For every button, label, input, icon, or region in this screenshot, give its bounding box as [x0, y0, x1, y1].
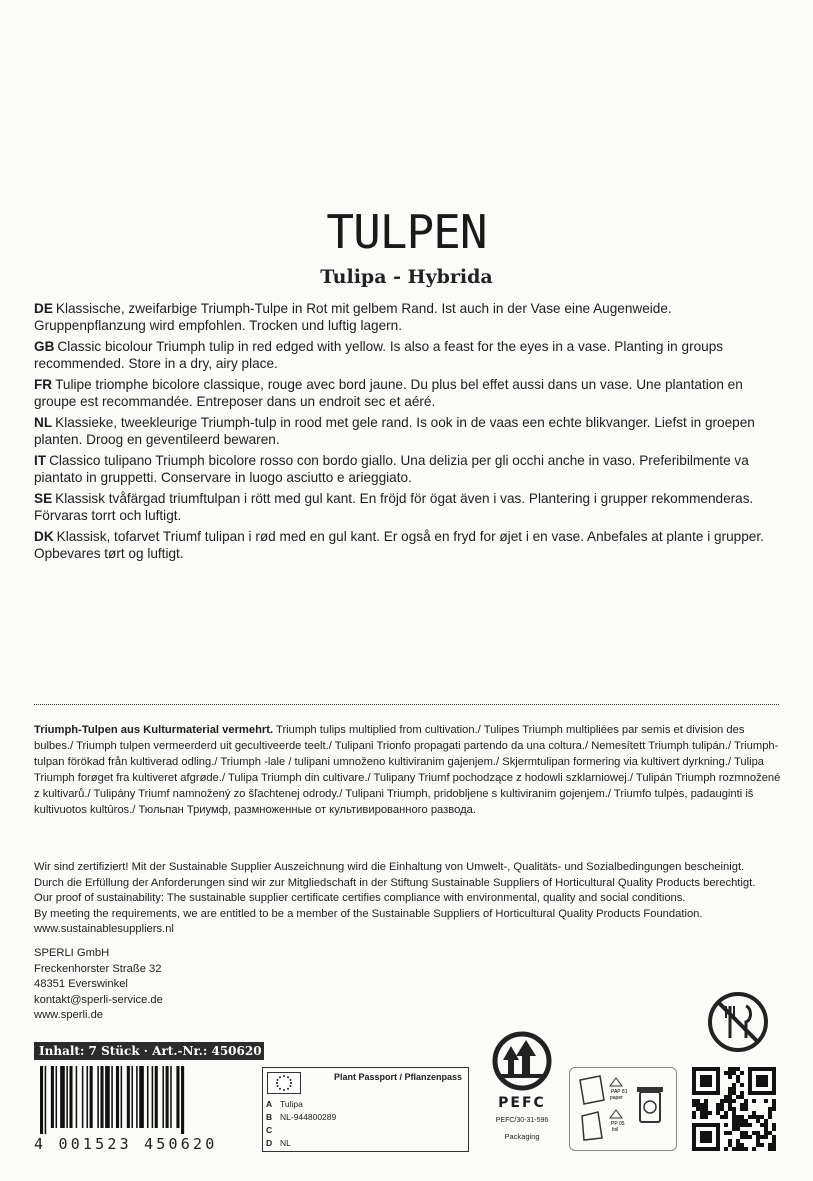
qr-module [768, 1115, 772, 1119]
qr-module [744, 1103, 748, 1107]
qr-module [768, 1111, 772, 1115]
qr-module [740, 1135, 744, 1139]
barcode-bar [170, 1066, 172, 1128]
qr-module [724, 1111, 728, 1115]
qr-module [728, 1095, 732, 1099]
qr-module [772, 1143, 776, 1147]
barcode-bar [76, 1066, 78, 1128]
company-website[interactable]: www.sperli.de [34, 1009, 104, 1021]
qr-module [756, 1139, 760, 1143]
qr-module [700, 1107, 704, 1111]
qr-module [772, 1147, 776, 1151]
qr-module [732, 1087, 736, 1091]
qr-code-icon[interactable] [692, 1067, 776, 1156]
qr-module [704, 1099, 708, 1103]
qr-module [764, 1099, 768, 1103]
qr-module [740, 1119, 744, 1123]
qr-module [728, 1103, 732, 1107]
barcode-bar [116, 1066, 119, 1128]
qr-module [700, 1111, 704, 1115]
qr-module [696, 1103, 700, 1107]
qr-module [772, 1099, 776, 1103]
qr-module [736, 1079, 740, 1083]
qr-module [732, 1071, 736, 1075]
qr-module [728, 1139, 732, 1143]
qr-module [724, 1095, 728, 1099]
barcode-bar [136, 1066, 138, 1128]
pefc-tree-icon [492, 1030, 552, 1092]
pefc-caption: Packaging [504, 1132, 540, 1141]
qr-module [692, 1115, 696, 1119]
paper-word: paper [610, 1095, 623, 1101]
qr-module [728, 1067, 732, 1071]
barcode-bar [139, 1066, 144, 1128]
qr-module [732, 1099, 736, 1103]
qr-module [752, 1099, 756, 1103]
qr-module [752, 1131, 756, 1135]
qr-module [740, 1131, 744, 1135]
barcode-bar [66, 1066, 68, 1128]
passport-row-b: B NL-944800289 [266, 1112, 337, 1122]
barcode-bar [69, 1066, 72, 1128]
pefc-label: PEFC [498, 1095, 546, 1111]
qr-module [740, 1147, 744, 1151]
barcode-bar [56, 1066, 58, 1128]
barcode-bar [97, 1066, 99, 1128]
qr-module [732, 1111, 736, 1115]
description-fr: FR Tulipe triomphe bicolore classique, rouge avec bord jaune. Du plus bel effet aussi dans un vase. Une plantation en groupe est recommandée. Entreposer dans un endroit sec et aéré. [34, 377, 743, 409]
qr-module [724, 1131, 728, 1135]
qr-module [740, 1115, 744, 1119]
descriptions [34, 300, 786, 566]
qr-module [700, 1075, 712, 1087]
barcode-number: 4 001523 450620 [34, 1135, 218, 1153]
qr-module [728, 1107, 732, 1111]
description-it: IT Classico tulipano Triumph bicolore rosso con bordo giallo. Una delizia per gli occhi anche in vaso. Preferibilmente va piantato in gruppetti. Conservare in luogo asciutto e arieggiato. [34, 453, 749, 485]
barcode-bar [82, 1066, 84, 1128]
qr-module [720, 1099, 724, 1103]
qr-module [772, 1135, 776, 1139]
qr-module [724, 1123, 728, 1127]
barcode-bar [127, 1066, 130, 1128]
eu-flag-icon [267, 1072, 301, 1094]
qr-module [772, 1139, 776, 1143]
qr-module [704, 1107, 708, 1111]
qr-module [732, 1123, 736, 1127]
qr-module [748, 1123, 752, 1127]
qr-module [740, 1123, 744, 1127]
description-dk: DK Klassisk, tofarvet Triumf tulipan i rød med en gul kant. Er også en fryd for øjet i en vase. Anbefales at plante i grupper. Opbevares tørt og luftigt. [34, 529, 764, 561]
qr-module [744, 1123, 748, 1127]
barcode-bar [87, 1066, 89, 1128]
barcode-bar [40, 1066, 43, 1134]
qr-module [756, 1131, 760, 1135]
certification-url[interactable]: www.sustainablesuppliers.nl [34, 923, 174, 935]
barcode-bar [111, 1066, 113, 1128]
qr-module [716, 1103, 720, 1107]
qr-module [736, 1095, 740, 1099]
qr-module [728, 1143, 732, 1147]
qr-module [768, 1147, 772, 1151]
qr-module [692, 1103, 696, 1107]
qr-module [724, 1115, 728, 1119]
qr-module [740, 1083, 744, 1087]
qr-module [740, 1103, 744, 1107]
botanical-name: Tulipa - Hybrida [320, 266, 493, 288]
barcode-bar [105, 1066, 110, 1128]
qr-module [752, 1115, 756, 1119]
qr-module [740, 1143, 744, 1147]
qr-module [772, 1107, 776, 1111]
qr-module [736, 1147, 740, 1151]
recycling-info [569, 1067, 677, 1151]
qr-module [772, 1103, 776, 1107]
description-se: SE Klassisk tvåfärgad triumftulpan i rött med gul kant. En fröjd för ögat även i vas. Plantering i grupper rekommenderas. Förvaras torrt och luftigt. [34, 491, 754, 523]
qr-module [764, 1123, 768, 1127]
barcode-bar [60, 1066, 65, 1128]
qr-module [696, 1099, 700, 1103]
qr-module [756, 1143, 760, 1147]
barcode-bar [152, 1066, 154, 1128]
barcode-bar [121, 1066, 123, 1128]
qr-module [760, 1135, 764, 1139]
qr-module [732, 1147, 736, 1151]
qr-module [736, 1067, 740, 1071]
barcode-bar [45, 1066, 47, 1134]
description-nl: NL Klassieke, tweekleurige Triumph-tulp in rood met gele rand. Is ook in de vaas een echte blikvanger. Liefst in groepen planten. Droog en geventileerd bewaren. [34, 415, 755, 447]
qr-module [756, 1075, 768, 1087]
qr-module [764, 1127, 768, 1131]
qr-module [732, 1107, 736, 1111]
qr-module [744, 1119, 748, 1123]
passport-row-d: D NL [266, 1138, 291, 1148]
qr-module [744, 1131, 748, 1135]
qr-module [692, 1099, 696, 1103]
plastic-code: PP 05 [611, 1121, 625, 1127]
passport-title: Plant Passport / Pflanzenpass [333, 1072, 462, 1082]
qr-module [708, 1111, 712, 1115]
not-edible-icon [706, 990, 770, 1059]
qr-module [768, 1143, 772, 1147]
qr-module [772, 1123, 776, 1127]
qr-module [724, 1147, 728, 1151]
qr-module [720, 1107, 724, 1111]
contact-email[interactable]: kontakt@sperli-service.de [34, 993, 163, 1006]
description-gb: GB Classic bicolour Triumph tulip in red edged with yellow. Is also a feast for the eyes in a vase. Planting in groups recommended. Store in a dry, airy place. [34, 339, 724, 371]
qr-module [736, 1127, 740, 1131]
qr-module [744, 1147, 748, 1151]
description-de: DE Klassische, zweifarbige Triumph-Tulpe in Rot mit gelbem Rand. Ist auch in der Vase eine Augenweide. Gruppenpflanzung wird empfohlen. Trocken und luftig lagern. [34, 301, 672, 333]
qr-module [744, 1107, 748, 1111]
qr-module [728, 1071, 732, 1075]
qr-module [736, 1115, 740, 1119]
qr-module [724, 1071, 728, 1075]
qr-module [704, 1103, 708, 1107]
qr-module [760, 1123, 764, 1127]
plant-passport [262, 1067, 469, 1152]
qr-module [736, 1119, 740, 1123]
qr-module [732, 1115, 736, 1119]
qr-module [728, 1099, 732, 1103]
qr-module [752, 1147, 756, 1151]
qr-module [748, 1115, 752, 1119]
passport-row-a: A Tulipa [266, 1099, 303, 1109]
qr-module [736, 1143, 740, 1147]
barcode-bar [51, 1066, 54, 1128]
qr-module [740, 1107, 744, 1111]
qr-module [760, 1143, 764, 1147]
qr-module [768, 1107, 772, 1111]
qr-module [752, 1111, 756, 1115]
company-address: SPERLI GmbH Freckenhorster Straße 32 48351 Everswinkel kontakt@sperli-service.de www.sperli.de [34, 946, 163, 1024]
provenance-note: Triumph-Tulpen aus Kulturmaterial vermehrt. Triumph tulips multiplied from cultivation./ Tulipes Triumph multipliées par semis et division des bulbes./ Triumph tulpen vermeerderd uit gecultiveerde teelt./ Tulipani Trionfo propagati partendo da una coltura./ Nemesített Triumph tulipán./ Triumph-tulpan förökad från kultiverad odling./ Triumph -lale / tulipani umnoženo kultiviranim gajenjem./ Skjermtulipan formering via kultivert dyrkning./ Tulipa Triumph forøget fra kultiveret afgrøde./ Tulipa Triumph din cultivare./ Tulipany Triumf pochodzące z hodowli szklarniowej./ Tulipán Triumph rozmnožené z kultivarů./ Tulipány Triumf namnožený zo šľachtenej odrody./ Tulipani Triumph, pridobljene s kultiviranim gojenjem./ Triumfo tulpės, padauginti iš kultivuotos kultūros./ Тюльпан Триумф, размноженные от культивированного развода. [34, 724, 781, 816]
qr-module [740, 1095, 744, 1099]
paper-code: PAP 81 [611, 1089, 628, 1095]
qr-module [756, 1135, 760, 1139]
qr-module [736, 1139, 740, 1143]
qr-module [728, 1091, 732, 1095]
barcode-bar [100, 1066, 103, 1128]
qr-module [756, 1119, 760, 1123]
recycle-bin-icon [637, 1087, 663, 1122]
qr-module [728, 1131, 732, 1135]
qr-module [732, 1127, 736, 1131]
qr-module [728, 1075, 732, 1079]
qr-module [736, 1075, 740, 1079]
qr-module [716, 1111, 720, 1115]
qr-module [740, 1071, 744, 1075]
qr-module [692, 1111, 696, 1115]
qr-module [704, 1115, 708, 1119]
barcode-bar [131, 1066, 133, 1128]
qr-module [736, 1123, 740, 1127]
qr-module [768, 1131, 772, 1135]
pefc-logo [486, 1030, 558, 1141]
qr-module [748, 1135, 752, 1139]
qr-module [700, 1131, 712, 1143]
barcode-bar [166, 1066, 169, 1128]
qr-module [764, 1135, 768, 1139]
article-info-bar: Inhalt: 7 Stück · Art.-Nr.: 450620 [34, 1042, 264, 1060]
qr-module [732, 1067, 736, 1071]
qr-module [720, 1115, 724, 1119]
qr-module [744, 1135, 748, 1139]
passport-row-c: C [266, 1125, 273, 1135]
dotted-divider [34, 704, 779, 705]
qr-module [704, 1111, 708, 1115]
qr-module [724, 1099, 728, 1103]
qr-module [732, 1083, 736, 1087]
qr-module [760, 1115, 764, 1119]
qr-module [740, 1091, 744, 1095]
barcode-bar [90, 1066, 93, 1128]
qr-module [700, 1115, 704, 1119]
qr-module [696, 1107, 700, 1111]
qr-module [764, 1119, 768, 1123]
barcode-bar [155, 1066, 158, 1128]
certification-text: Wir sind zertifiziert! Mit der Sustainable Supplier Auszeichnung wird die Einhaltung von Umwelt-, Qualitäts- und Sozialbedingungen bescheinigt. Durch die Erfüllung der Anforderungen sind wir zur Mitgliedschaft in der Stiftung Sustainable Suppliers of Horticultural Quality Products berechtigt. Our proof of sustainability: The sustainable supplier certificate certifies compliance with environmental, quality and social conditions. By meeting the requirements, we are entitled to be a member of the Sustainable Suppliers of Horticultural Quality Products Foundation. www.sustainablesuppliers.nl [34, 860, 794, 938]
barcode-bar [147, 1066, 149, 1128]
barcode-bar [162, 1066, 164, 1128]
qr-module [756, 1115, 760, 1119]
barcode-bar [181, 1066, 184, 1134]
qr-module [732, 1091, 736, 1095]
pefc-code: PEFC/30-31-596 [495, 1117, 549, 1124]
qr-module [732, 1119, 736, 1123]
qr-module [764, 1131, 768, 1135]
qr-module [716, 1107, 720, 1111]
product-title: TULPEN [326, 205, 487, 259]
qr-module [720, 1103, 724, 1107]
barcode-bar [176, 1066, 179, 1128]
qr-module [772, 1127, 776, 1131]
qr-module [728, 1087, 732, 1091]
qr-module [744, 1099, 748, 1103]
qr-module [700, 1103, 704, 1107]
plastic-word: foil [612, 1127, 619, 1133]
